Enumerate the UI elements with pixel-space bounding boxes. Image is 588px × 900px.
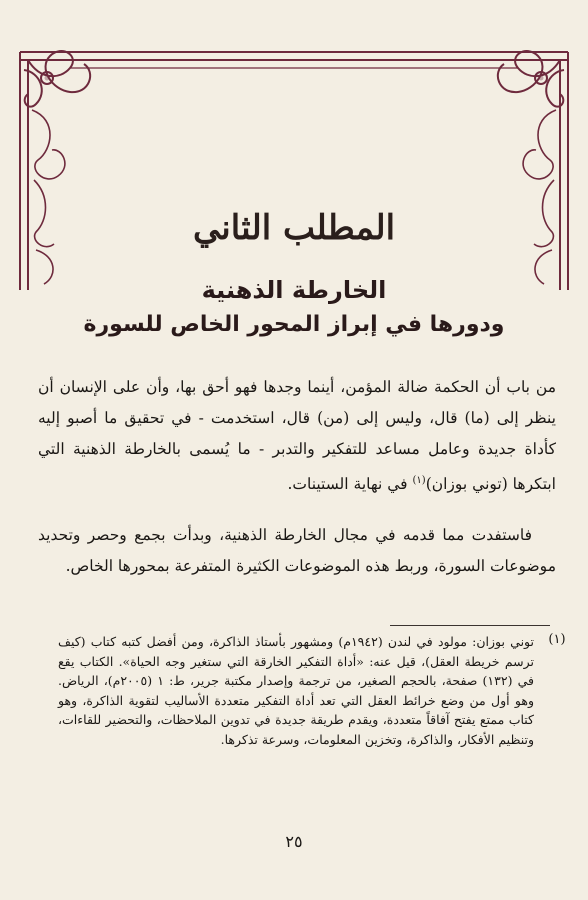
footnote-separator [390, 625, 550, 626]
footnote-number: (١) [548, 632, 566, 647]
chapter-heading: المطلب الثاني [192, 208, 396, 248]
section-title-line-2: ودورها في إبراز المحور الخاص للسورة [83, 312, 505, 337]
section-title-line-1: الخارطة الذهنية [201, 276, 387, 304]
paragraph-1-text: من باب أن الحكمة ضالة المؤمن، أينما وجدها فهو أحق بها، وأن على الإنسان أن ينظر إلى (ما) قال، وليس إلى (من) قال، استخدمت - في تحقيق ما أصبو إليه كأداة جديدة وعامل مساعد للتفكير والتدبر - ما يُسمى بالخارطة الذهنية التي ابتكرها (توني بوزان) [38, 378, 556, 494]
ornamental-frame [0, 0, 588, 300]
footnote-reference: (١) [412, 475, 426, 486]
footnote-text: توني بوزان: مولود في لندن (١٩٤٢م) ومشهور بأستاذ الذاكرة، ومن أفضل كتبه كتاب (كيف ترسم خريطة العقل)، قيل عنه: «أداة التفكير الخارقة التي ستغير وجه الحياة». الكتاب يقع في (١٣٢) صفحة، بالحجم الصغير، من ترجمة وإصدار مكتبة جرير، ط: ١ (٢٠٠٥م)، الرياض. وهو أول من وضع خرائط العقل التي تعد أداة التفكير متعددة الأساليب لتقوية الذاكرة، وهو كتاب ممتع يفتح آفاقاً متعددة، ويقدم طريقة جديدة في تدوين الملاحظات، والتحضير للقاءات، وتنظيم الأفكار، والذاكرة، وتخزين المعلومات، وسرعة تذكرها. [58, 634, 534, 747]
paragraph-1-end: في نهاية الستينات. [287, 475, 413, 494]
paragraph-1 [38, 372, 556, 500]
paragraph-2: فاستفدت مما قدمه في مجال الخارطة الذهنية، وبدأت بجمع وحصر وتحديد موضوعات السورة، وربط هذه الموضوعات الكثيرة المتفرعة بمحورها الخاص. [38, 526, 556, 575]
page-number: ٢٥ [285, 832, 303, 851]
